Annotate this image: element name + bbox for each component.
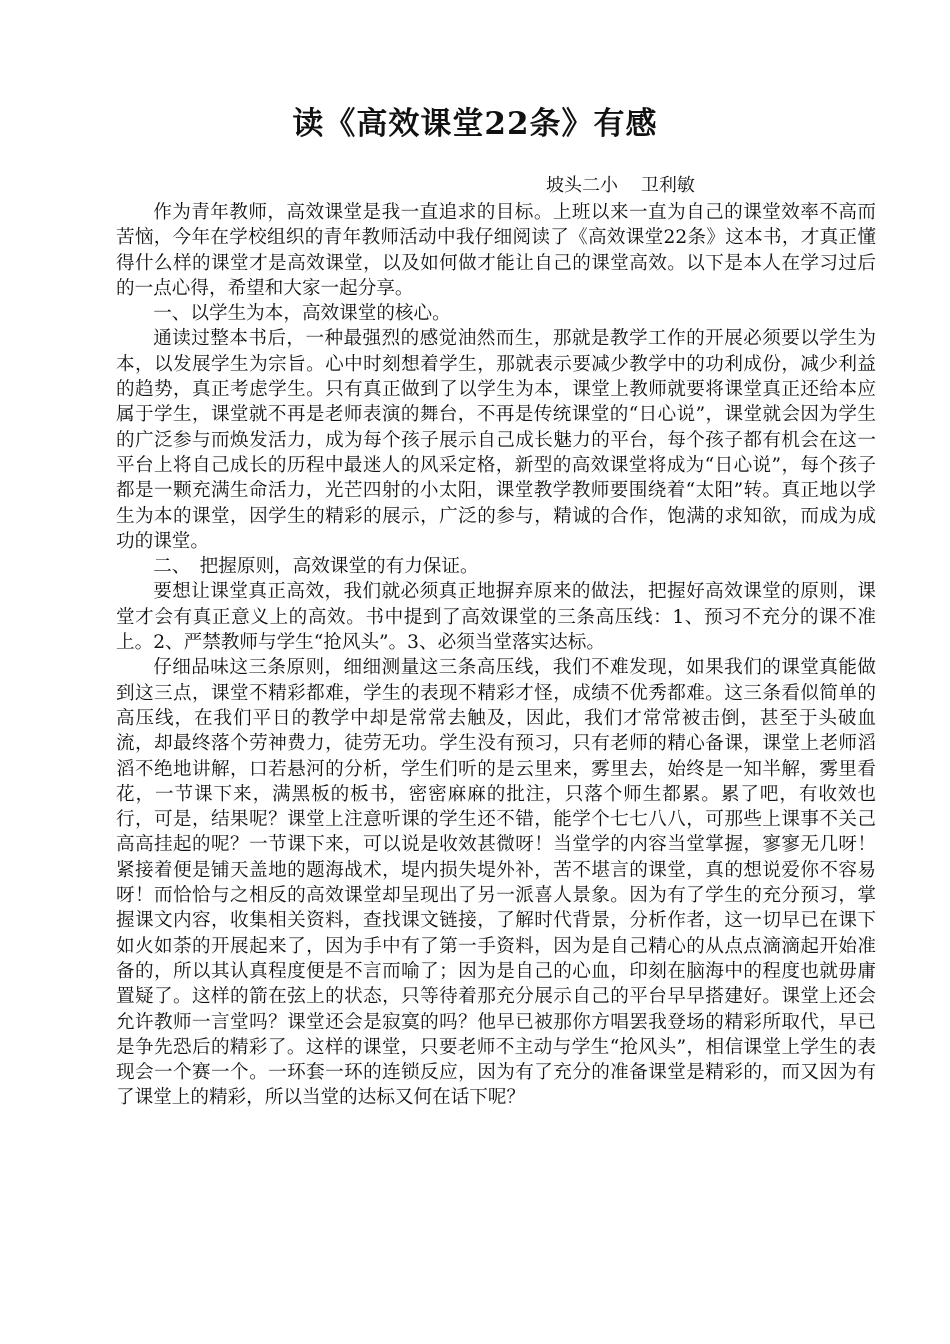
section-heading-2: 二、 把握原则，高效课堂的有力保证。	[153, 556, 479, 578]
section-heading-1: 一、以学生为本，高效课堂的核心。	[153, 303, 451, 325]
document-title: 读《高效课堂22条》有感	[292, 106, 658, 142]
author-line: 坡头二小 卫利敏	[546, 175, 695, 196]
paragraph-section-2a: 要想让课堂真正高效，我们就必须真正地摒弃原来的做法，把握好高效课堂的原则，课堂才会有真正意义上的高效。书中提到了高效课堂的三条高压线：1、预习不充分的课不准上。2、严禁教师与学生“抢风头”。3、必须当堂落实达标。	[116, 581, 876, 654]
paragraph-section-1: 通读过整本书后，一种最强烈的感觉油然而生，那就是教学工作的开展必须要以学生为本，以发展学生为宗旨。心中时刻想着学生，那就表示要减少教学中的功利成份，减少利益的趋势，真正考虑学生。只有真正做到了以学生为本，课堂上教师就要将课堂真正还给本应属于学生，课堂就不再是老师表演的舞台，不再是传统课堂的“日心说”，课堂就会因为学生的广泛参与而焕发活力，成为每个孩子展示自己成长魅力的平台，每个孩子都有机会在这一平台上将自己成长的历程中最迷人的风采定格，新型的高效课堂将成为“日心说”，每个孩子都是一颗充满生命活力，光芒四射的小太阳，课堂教学教师要围绕着“太阳”转。真正地以学生为本的课堂，因学生的精彩的展示，广泛的参与，精诚的合作，饱满的求知欲，而成为成功的课堂。	[116, 328, 876, 552]
paragraph-intro: 作为青年教师，高效课堂是我一直追求的目标。上班以来一直为自己的课堂效率不高而苦恼，今年在学校组织的青年教师活动中我仔细阅读了《高效课堂22条》这本书，才真正懂得什么样的课堂才是高效课堂，以及如何做才能让自己的课堂高效。以下是本人在学习过后的一点心得，希望和大家一起分享。	[116, 202, 876, 299]
paragraph-section-2b: 仔细品味这三条原则，细细测量这三条高压线，我们不难发现，如果我们的课堂真能做到这三点，课堂不精彩都难，学生的表现不精彩才怪，成绩不优秀都难。这三条看似简单的高压线，在我们平日的教学中却是常常去触及，因此，我们才常常被击倒，甚至于头破血流，却最终落个劳神费力，徒劳无功。学生没有预习，只有老师的精心备课，课堂上老师滔滔不绝地讲解，口若悬河的分析，学生们听的是云里来，雾里去，始终是一知半解，雾里看花，一节课下来，满黑板的板书，密密麻麻的批注，只落个师生都累。累了吧，有收效也行，可是，结果呢？课堂上注意听课的学生还不错，能学个七七八八，可那些上课事不关己高高挂起的呢？一节课下来，可以说是收效甚微呀！当堂学的内容当堂掌握，寥寥无几呀！紧接着便是铺天盖地的题海战术，堤内损失堤外补，苦不堪言的课堂，真的想说爱你不容易呀！而恰恰与之相反的高效课堂却呈现出了另一派喜人景象。因为有了学生的充分预习，掌握课文内容，收集相关资料，查找课文链接，了解时代背景，分析作者，这一切早已在课下如火如荼的开展起来了，因为手中有了第一手资料，因为是自己精心的从点点滴滴起开始准备的，所以其认真程度便是不言而喻了；因为是自己的心血，印刻在脑海中的程度也就毋庸置疑了。这样的箭在弦上的状态，只等待着那充分展示自己的平台早早搭建好。课堂上还会允许教师一言堂吗？课堂还会是寂寞的吗？他早已被那你方唱罢我登场的精彩所取代，早已是争先恐后的精彩了。这样的课堂，只要老师不主动与学生“抢风头”，相信课堂上学生的表现会一个赛一个。一环套一环的连锁反应，因为有了充分的准备课堂是精彩的，而又因为有了课堂上的精彩，所以当堂的达标又何在话下呢？	[116, 657, 876, 1109]
document-body	[116, 200, 876, 1111]
